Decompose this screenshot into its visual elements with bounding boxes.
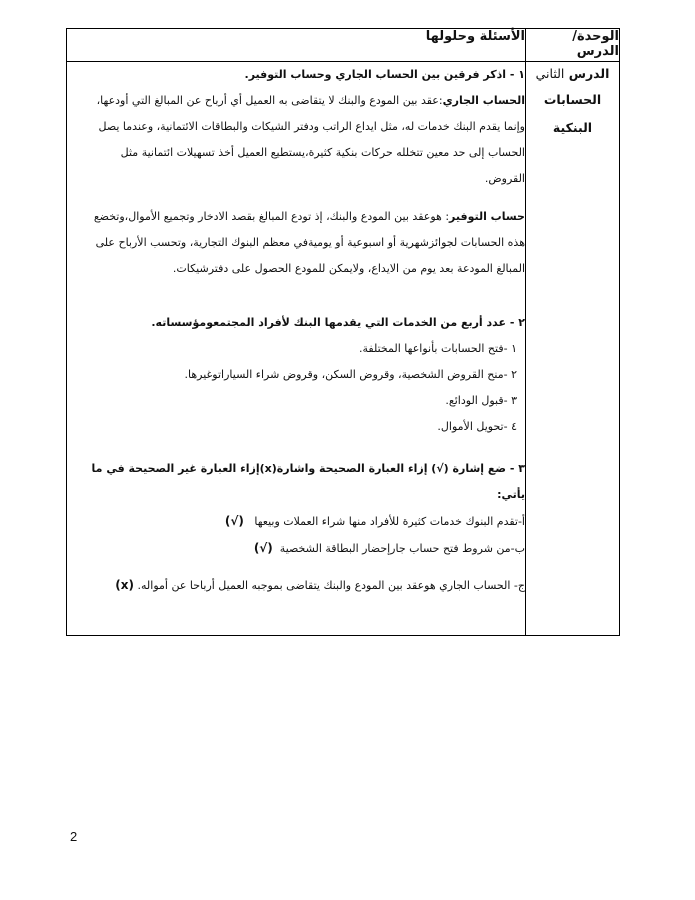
lesson-title: الحسابات البنكية — [543, 92, 602, 135]
saving-account-line: المبالغ المودعة بعد يوم من الايداع، ولايمكن للمودع الحصول على دفترشيكات. — [172, 262, 525, 275]
lesson-table — [66, 28, 620, 636]
lesson-word: الدرس — [568, 66, 610, 81]
saving-account-label: حساب التوفير — [449, 210, 525, 223]
question-1-title: ١ - اذكر فرقين بين الحساب الجاري وحساب التوفير. — [244, 68, 525, 81]
saving-account-paragraph — [67, 204, 525, 282]
saving-account-text: : هوعقد بين المودع والبنك، إذ تودع المبالغ بقصد الادخار وتجميع الأموال،وتخضع — [93, 210, 450, 223]
current-account-line: وإنما يقدم البنك خدمات له، مثل ايداع الراتب ودفتر الشيكات والبطاقات الائتمانية، وعندما يصل — [98, 120, 525, 133]
questions-cell — [67, 62, 526, 636]
statement-a-text: أ-تقدم البنوك خدمات كثيرة للأفراد منها شراء العملات وبيعها — [254, 515, 525, 528]
saving-account-line: هذه الحسابات لجوائزشهرية أو اسبوعية أو يوميةفي معظم البنوك التجارية، وتحسب الأرباح على — [95, 236, 525, 249]
statement-c-mark: (x) — [115, 578, 135, 592]
question-3-title: ٣ - ضع إشارة (√) إزاء العبارة الصحيحة واشارة(x)إزاء العبارة غير الصحيحة في ما يأتي: — [91, 462, 525, 501]
service-item: ٢ -منح القروض الشخصية، وقروض السكن، وقروض شراء السياراتوغيرها. — [184, 368, 517, 381]
statement-c-text: ج- الحساب الجاري هوعقد بين المودع والبنك يتقاضى بموجبه العميل أرباحا عن أمواله. — [137, 579, 525, 592]
question-2-title: ٢ - عدد أربع من الخدمات التي يقدمها البنك لأفراد المجتمعومؤسساته. — [151, 316, 525, 329]
current-account-paragraph — [67, 88, 525, 192]
current-account-label: الحساب الجاري — [442, 94, 525, 107]
page-number: 2 — [70, 829, 78, 844]
current-account-line: القروض. — [484, 172, 525, 185]
saving-account-line — [67, 204, 525, 230]
statement-a-mark: (√) — [224, 514, 244, 528]
header-row — [67, 29, 620, 62]
current-account-line: الحساب إلى حد معين تتخلله حركات بنكية كثيرة،يستطيع العميل أخذ تسهيلات ائتمانية مثل — [120, 146, 525, 159]
current-account-line — [67, 88, 525, 114]
lesson-ordinal: الثاني — [535, 66, 565, 81]
statement-c — [67, 572, 525, 599]
current-account-text: :عقد بين المودع والبنك لا يتقاضى به العميل أي أرباح عن المبالغ التي أودعها، — [96, 94, 443, 107]
unit-cell — [526, 62, 620, 636]
statement-b-mark: (√) — [253, 541, 273, 555]
service-item: ١ -فتح الحسابات بأنواعها المختلفة. — [359, 342, 517, 355]
lesson-name — [526, 62, 619, 86]
service-item: ٤ -تحويل الأموال. — [437, 420, 517, 433]
statement-a — [67, 508, 525, 535]
service-item: ٣ -قبول الودائع. — [445, 394, 517, 407]
content-row — [67, 62, 620, 636]
header-questions: الأسئلة وحلولها — [67, 29, 526, 62]
statement-b-text: ب-من شروط فتح حساب جارإحضار البطاقة الشخصية — [279, 542, 525, 555]
header-unit-lesson: الوحدة/ الدرس — [526, 29, 620, 62]
statement-b — [67, 535, 525, 562]
